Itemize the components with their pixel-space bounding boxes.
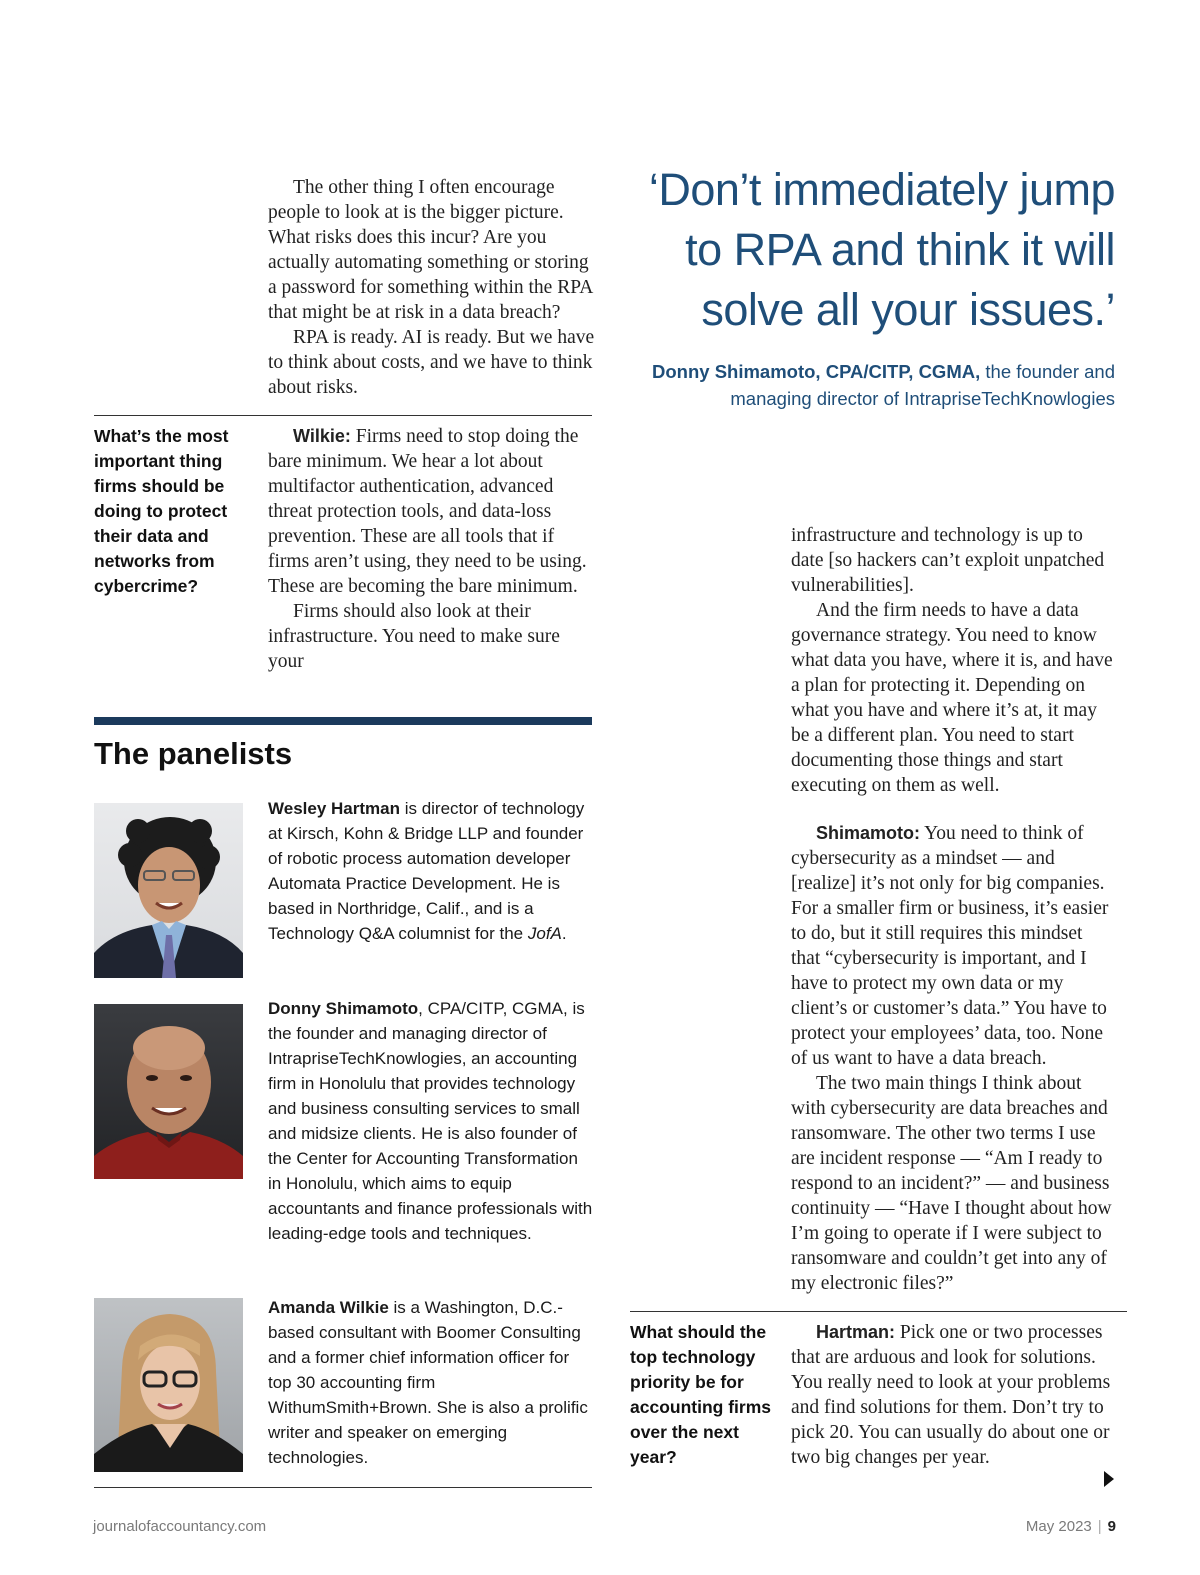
bio-italic-text: JofA	[527, 924, 562, 943]
section-divider	[94, 415, 592, 416]
body-paragraph: infrastructure and technology is up to date [so hackers can’t exploit unpatched vulnerabilities].	[791, 525, 1105, 596]
panelists-heading: The panelists	[94, 736, 293, 771]
bio-text: is a Washington, D.C.-based consultant with Boomer Consulting and a former chief information officer for top 30 accounting firm WithumSmith+Brown. She is also a prolific writer and speaker on emerging technologies.	[268, 1298, 588, 1467]
body-paragraph: And the firm needs to have a data governance strategy. You need to know what data you have, where it is, and have a plan for protecting it. Depending on what you have and where it’s at, it may be a different plan. You need to start documenting those things and start executing on them as well.	[791, 600, 1113, 796]
speaker-name: Wilkie:	[293, 426, 351, 446]
body-paragraph: RPA is ready. AI is ready. But we have to think about costs, and we have to think about risks.	[268, 327, 595, 398]
left-column-intro	[268, 175, 600, 400]
bio-text-end: .	[561, 924, 567, 943]
portrait-illustration	[94, 1298, 243, 1472]
panelist-bio	[268, 796, 594, 946]
speaker-name: Shimamoto:	[816, 823, 921, 843]
body-paragraph: Firms should also look at their infrastructure. You need to make sure your	[268, 601, 560, 672]
footer-website: journalofaccountancy.com	[93, 1518, 267, 1535]
panelist-name: Amanda Wilkie	[268, 1298, 389, 1317]
body-paragraph	[791, 1320, 1116, 1470]
body-paragraph: The other thing I often encourage people to look at is the bigger picture. What risks does this incur? Are you actually automating something or storing a password for something within the RPA that might be at risk in a data breach?	[268, 177, 593, 323]
panelist-name: Wesley Hartman	[268, 799, 400, 818]
answer-text: You need to think of cybersecurity as a mindset — and [realize] it’s not only for big companies. For a smaller firm or business, it’s easier to do, but it still requires this mindset that “cybersecurity is important, and I have to protect my own data or my client’s or customer’s data.” You have to protect your employees’ data, too. None of us want to have a data breach.	[791, 823, 1109, 1069]
panelist-bio	[268, 996, 594, 1246]
panelist-name: Donny Shimamoto	[268, 999, 419, 1018]
bio-text: , CPA/CITP, CGMA, is the founder and managing director of IntrapriseTechKnowlogies, an accounting firm in Honolulu that provides technology and business consulting services to small and midsize clients. He is also founder of the Center for Accounting Transformation in Honolulu, which aims to equip accountants and finance professionals with leading-edge tools and techniques.	[268, 999, 593, 1243]
page-number: 9	[1107, 1518, 1116, 1535]
wilkie-answer-continued	[791, 523, 1116, 798]
panelist-photo-wilkie	[94, 1298, 243, 1472]
footer-page-info	[940, 1518, 1116, 1535]
body-paragraph	[268, 424, 600, 599]
footer-date: May 2023	[1025, 1518, 1092, 1535]
answer-text: Pick one or two processes that are arduous and look for solutions. You really need to look at your problems and find solutions for them. Don’t try to pick 20. You can usually do about one or two big changes per year.	[791, 1322, 1111, 1468]
hartman-answer	[791, 1320, 1116, 1470]
portrait-illustration	[94, 1004, 243, 1179]
wilkie-answer	[268, 424, 600, 674]
shimamoto-answer	[791, 821, 1116, 1296]
attribution-name: Donny Shimamoto, CPA/CITP, CGMA,	[652, 361, 981, 382]
footer-separator: |	[1097, 1518, 1102, 1535]
answer-text: Firms need to stop doing the bare minimum. We hear a lot about multifactor authentication, advanced threat protection tools, and data-loss prevention. These are all tools that if firms aren’t using, they need to be using. These are becoming the bare minimum.	[268, 426, 587, 597]
panelists-accent-bar	[94, 717, 592, 725]
pull-quote: ‘Don’t immediately jump to RPA and think it will solve all your issues.’	[648, 164, 1115, 335]
question-heading: What’s the most important thing firms should be doing to protect their data and networks from cybercrime?	[94, 426, 229, 596]
portrait-illustration	[94, 803, 243, 978]
pull-quote-attribution	[620, 358, 1115, 412]
panelist-bio	[268, 1295, 594, 1470]
question-heading: What should the top technology priority be for accounting firms over the next year?	[630, 1322, 771, 1467]
panelist-photo-shimamoto	[94, 1004, 243, 1179]
bio-text: is director of technology at Kirsch, Kohn & Bridge LLP and founder of robotic process automation developer Automata Practice Development. He is based in Northridge, Calif., and is a Technology Q&A columnist for the	[268, 799, 585, 943]
section-divider	[94, 1487, 592, 1488]
body-paragraph	[791, 821, 1116, 1071]
continue-arrow-icon	[1104, 1471, 1114, 1487]
section-divider	[630, 1311, 1127, 1312]
speaker-name: Hartman:	[816, 1322, 896, 1342]
body-paragraph: The two main things I think about with cybersecurity are data breaches and ransomware. The other two terms I use are incident response — “Am I ready to respond to an incident?” — and business continuity — “Have I thought about how I’m going to operate if I were subject to ransomware and couldn’t get into any of my electronic files?”	[791, 1073, 1112, 1294]
panelist-photo-hartman	[94, 803, 243, 978]
attribution-role: the founder and managing director of IntrapriseTechKnowlogies	[730, 361, 1115, 409]
